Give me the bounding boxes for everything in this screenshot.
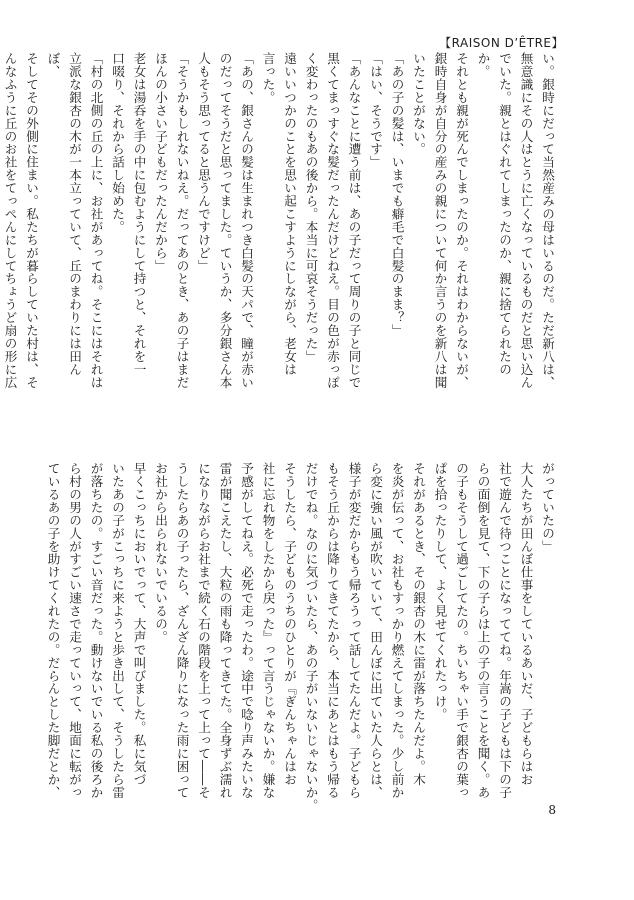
text-line: 立派な銀杏の木が一本立っていて、丘のまわりには田んぼ、: [45, 52, 82, 376]
text-line: そうしたら、子どものうちのひとりが『ぎんちゃんはお: [282, 462, 297, 786]
text-line: 人もそう思ってると思うんですけど」: [196, 52, 211, 273]
text-line: いたあの子がこっちに来ようと歩き出して、そうしたら雷: [110, 462, 125, 799]
page-number: 8: [548, 803, 556, 817]
text-line: いたことがない。: [411, 52, 426, 156]
body-text-bottom: [42, 462, 558, 818]
text-line: 社で遊んで待つことになっててね。年嵩の子どもは下の子: [497, 462, 512, 799]
text-line: い。銀時にだって当然産みの母はいるのだ。ただ新八は、: [540, 52, 555, 389]
text-line: 「あの子の髪は、いまでも癖毛で白髪のまま？」: [389, 52, 405, 337]
text-line: ら村の男の人がすごい速さで走っていって、地面に転がっ: [67, 462, 82, 799]
text-line: 様子が変だからもう帰ろうって話してたんだよ。子どもら: [346, 462, 362, 799]
text-line: それがあるとき、その銀杏の木に雷が落ちたんだよ。木: [411, 462, 426, 786]
text-line: だけでね。なのに気づいたら、あの子がいないじゃないか。: [303, 462, 319, 812]
text-line: がっていたの」: [540, 462, 555, 553]
text-line: うしたらあの子ったら、ざんざん降りになった雨に困って: [174, 462, 190, 799]
text-line: 無意識にその人はとうに亡くなっているものだと思い込ん: [518, 52, 534, 389]
text-line: 口啜り、それから話し始めた。: [110, 52, 125, 234]
text-line: ら変に強い風が吹いていて、田んぼに出ていた人らとは、: [368, 462, 383, 799]
text-line: 早くこっちにおいでって、大声で叫びました。私に気づ: [131, 462, 147, 786]
text-line: 言った。: [260, 52, 276, 104]
text-line: ほんの小さい子どもだったんだから」: [153, 52, 168, 273]
text-line: く変わったのもあの後から。本当に可哀そうだった」: [303, 52, 319, 363]
text-line: そしてその外側に住まい。私たちが暮らしていた村は、そ: [24, 52, 39, 389]
text-line: らの面倒を見て、下の子らは上の子の言うことを聞く。あ: [475, 462, 491, 799]
text-line: 「はい、そうです」: [368, 52, 383, 169]
text-line: 銀時自身が自分の産みの親について何か言うのを新八は聞: [432, 52, 448, 389]
text-line: の子もそうして過ごしてたの。ちいちゃい手で銀杏の葉っ: [454, 462, 469, 799]
text-line: 「村の北側の丘の上に、お社があってね。そこにはそれは: [88, 52, 104, 389]
text-line: もそう丘からは降りてきてたから、本当にあとはもう帰る: [325, 462, 340, 799]
text-line: 雷が聞こえたし、大粒の雨も降ってきてた。全身ずぶ濡れ: [217, 462, 233, 799]
text-line: ているあの子を助けてくれたの。だらんとした脚だとか、: [45, 462, 61, 799]
text-line: を炎が伝って、お社もすっかり燃えてしまった。少し前か: [389, 462, 405, 799]
text-line: 「あんなことに遭う前は、あの子だって周りの子と同じで: [346, 52, 362, 389]
text-line: でいた。親とはぐれてしまったのか、親に捨てられたのか。: [475, 52, 512, 376]
text-line: 遠いいつかのことを思い起こすようにしながら、老女は: [282, 52, 297, 376]
text-line: んなふうに丘のお社をてっぺんにしてちょうど扇の形に広: [2, 52, 18, 389]
text-line: 黒くてまっすぐな髪だったんだけどねえ。目の色が赤っぽ: [325, 52, 340, 389]
text-line: が落ちたの。すごい音だった。動けないでいる私の後ろか: [88, 462, 104, 799]
text-line: になりながらお社まで続く石の階段を上って上って――そ: [196, 462, 211, 799]
text-line: お社から出られないでいるの。: [153, 462, 168, 644]
text-line: 予感がしてねえ。必死で走ったわ。途中で唸り声みたいな: [239, 462, 254, 799]
body-text-top: [2, 52, 558, 394]
text-line: 大人たちが田んぼ仕事をしているあいだ、子どもらはお: [518, 462, 534, 786]
running-header: 【RAISON D’ÊTRE】: [439, 36, 564, 50]
text-line: 老女は湯呑を手の中に包むようにして持つと、それを一: [131, 52, 147, 376]
text-line: のだってそうだと思ってました。ていうか、多分銀さん本: [217, 52, 233, 389]
text-line: 「あの、銀さんの髪は生まれつき白髪の天パで、瞳が赤い: [239, 52, 254, 389]
text-line: 社に忘れ物をしたから戻った』って言うじゃないか。嫌な: [260, 462, 276, 799]
text-line: 「そうかもしれないねえ。だってあのとき、あの子はまだ: [174, 52, 190, 389]
text-line: ぱを拾ったりして、よく見せてくれたっけ。: [432, 462, 448, 721]
text-line: それとも親が死んでしまったのか。それはわからないが、: [454, 52, 469, 389]
